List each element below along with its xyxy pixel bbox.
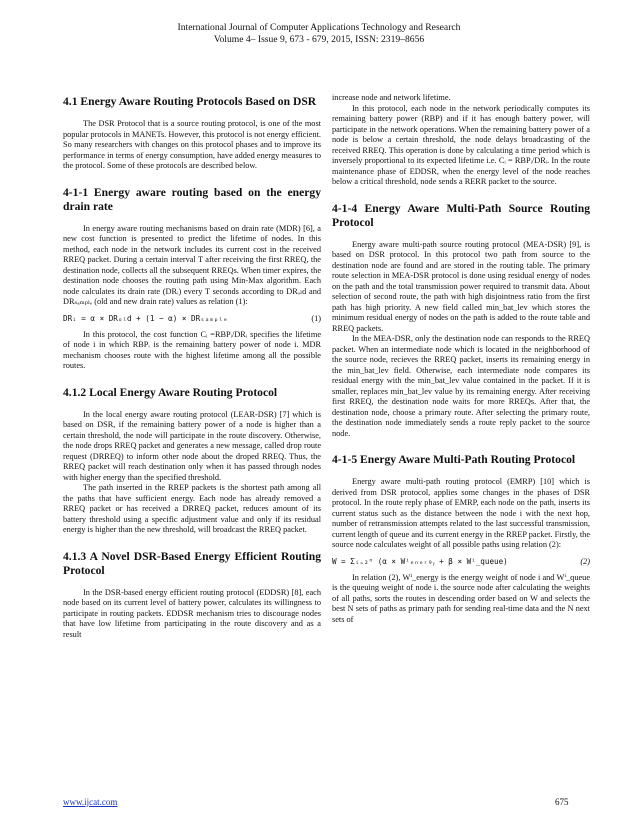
- equation-2-formula: W = Σᵢ₌₂ⁿ (α × Wⁱₑₙₑᵣ₉ᵧ + β × Wⁱ_queue): [332, 556, 508, 566]
- paragraph: Energy aware multi-path source routing protocol (MEA-DSR) [9], is based on DSR protocol. In this protocol two path from source to the destination node are found and are stored in the routing table. The primary route selection in MEA-DSR protocol is done using residual energy of nodes on the path and the total transmission power required to transmit data. About selection of second route, the path with high disjointness ratio from the first path has high priority. A new field called min_bat_lev which stores the minimum residual energy of nodes on the path is added to the route table and RREQ packets.: [332, 239, 590, 333]
- paragraph: In the MEA-DSR, only the destination node can responds to the RREQ packet. When an intermediate node which is located in the neighborhood of the source node, recieves the RREQ packet, inserts its remaining energy in the min_bat_lev field. Otherwise, each intermediate node compares its residual energy with the min_bat_lev value contained in the packet. If it is smaller, replaces min_bat_lev value by its remaining energy. After receiving first RREQ, the destination node waits for more RREQs. After that, the destination node, choose a primary route. After selecting the primary route, the destination node immediately sends a route reply packet to the source node.: [332, 334, 590, 438]
- paragraph: In this protocol, each node in the network periodically computes its remaining battery power (RBP) and if it has enough battery power, will participate in the network operations. When the remaining battery power of a node is below a certain threshold, the node delays broadcasting of the received RREQ. This operation is done by calculating a time period which is inversely proportional to its expected lifetime i.e. Cᵢ = RBPᵢ/DRᵢ. In the route maintenance phase of EDDSR, when the energy level of the node reaches below a critical threshold, node sends a RERR packet to the source.: [332, 103, 590, 186]
- equation-1: [63, 314, 321, 324]
- journal-volume: Volume 4– Issue 9, 673 - 679, 2015, ISSN: 2319–8656: [213, 34, 425, 45]
- section-heading-4-1-5: 4-1-5 Energy Aware Multi-Path Routing Protocol: [332, 453, 576, 466]
- paragraph: increase node and network lifetime.: [332, 93, 451, 102]
- equation-1-formula: DRᵢ = α × DRₒₗd + (1 − α) × DRₛₐₘₚₗₑ: [63, 313, 228, 323]
- paragraph: In this protocol, the cost function Cᵢ =RBPᵢ/DRᵢ specifies the lifetime of node i in which RBPᵢ is the remaining battery power of node i. MDR mechanism chooses route with the highest lifetime among all the possible routes.: [63, 329, 321, 370]
- section-heading-4-1: 4.1 Energy Aware Routing Protocols Based on DSR: [63, 95, 317, 108]
- section-heading-4-1-1: 4-1-1 Energy aware routing based on the energy drain rate: [63, 185, 321, 213]
- paragraph: In energy aware routing mechanisms based on drain rate (MDR) [6], a new cost function is presented to predict the lifetime of nodes. In this method, each node in the network includes its current cost in the received RREQ packet. During a certain interval T after receiving the first RREQ, the destination node, collects all the subsequent RREQs. When timer expires, the destination node chooses the routing path using Min-Max algorithm. Each node calculates its drain rate (DRᵢ) every T seconds according to DRₒₗd and DRₛₐₘₚₗₑ (old and new drain rate) values as relation (1):: [63, 223, 321, 306]
- page-header: [0, 22, 638, 46]
- section-heading-4-1-2: 4.1.2 Local Energy Aware Routing Protocol: [63, 385, 278, 399]
- journal-title: International Journal of Computer Applications Technology and Research: [177, 22, 461, 33]
- footer-url-link[interactable]: www.ijcat.com: [63, 797, 118, 807]
- equation-1-number: (1): [311, 313, 321, 323]
- section-heading-4-1-4: 4-1-4 Energy Aware Multi-Path Source Routing Protocol: [332, 201, 590, 229]
- paragraph: In relation (2), Wⁱ_energy is the energy weight of node i and Wⁱ_queue is the queuing weight of node i. the source node after calculating the weights of all paths, sorts the routes in descending order based on W and selects the best N sets of paths as primary path for sending real-time data and the N next sets of: [332, 572, 590, 624]
- paragraph: Energy aware multi-path routing protocol (EMRP) [10] which is derived from DSR protocol, applies some changes in the phases of DSR protocol. In the route reply phase of EMRP, each node on the path, inserts its current status such as the distance between the node i with the next hop, number of retransmission attempts related to the last successful transmission, current length of queue and its current energy in the RREP packet. Firstly, the source node calculates weight of all possible paths using relation (2):: [332, 477, 590, 549]
- page-number: 675: [555, 797, 569, 807]
- paragraph: The path inserted in the RREP packets is the shortest path among all the paths that have sufficient energy. Each node has already removed a RREQ packet or has received a DRREQ packet, reduces amount of its battery threshold using a specific adjustment value and only if its residual energy is higher than the new threshold, will broadcast the RREQ packet.: [63, 483, 321, 534]
- paragraph: The DSR Protocol that is a source routing protocol, is one of the most popular protocols in MANETs. However, this protocol is not energy efficient. So many researchers with changes on this protocol phases and to improve its performance in terms of energy consumption, have added energy measures to the protocol. Some of these protocols are described below.: [63, 119, 321, 170]
- right-column: [332, 93, 590, 625]
- equation-2-number: (2): [580, 556, 590, 566]
- paragraph: In the DSR-based energy efficient routing protocol (EDDSR) [8], each node based on its current level of battery power, calculates its willingness to participate in routing packets. EDDSR mechanism tries to discourage nodes that have low lifetime from participating in the route discovery and as a result: [63, 587, 321, 639]
- equation-2: [332, 557, 590, 567]
- paragraph: In the local energy aware routing protocol (LEAR-DSR) [7] which is based on DSR, if the remaining battery power of a node is higher than a certain threshold, the node will participate in the route discovery. Otherwise, the node drops RREQ packet and generates a new message, called drop route request (DRREQ) to inform other node about the droped RREQ. Thus, the RREQ packet will reach destination only when it has passed through nodes with higher energy than the specified threshold.: [63, 409, 321, 482]
- section-heading-4-1-3: 4.1.3 A Novel DSR-Based Energy Efficient Routing Protocol: [63, 549, 321, 577]
- left-column: [63, 95, 321, 640]
